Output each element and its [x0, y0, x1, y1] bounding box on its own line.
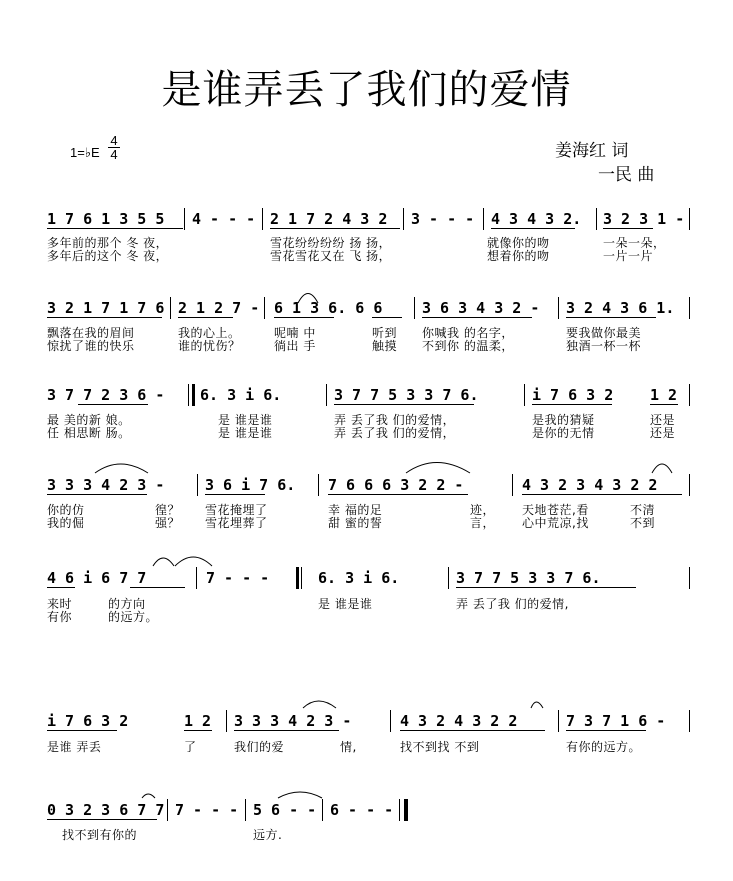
repeat-end-barline: [301, 567, 302, 589]
row3-lyric1-e: 还是: [650, 413, 676, 427]
row5-measure2: 7 - - -: [206, 569, 270, 587]
row4-lyric1-g: 不清: [630, 503, 656, 517]
barline: [689, 474, 690, 496]
barline: [689, 384, 690, 406]
barline: [262, 208, 263, 230]
row1-lyric2-a: 多年后的这个 冬 夜，: [47, 249, 169, 263]
row4-lyric1-e: 迹，: [470, 503, 496, 517]
row5-measure3: 6. 3 i 6.: [318, 569, 400, 587]
barline: [196, 567, 197, 589]
row3-lyric1-d: 是我的猜疑: [532, 413, 595, 427]
beam-line: [47, 730, 117, 731]
beam-line: [328, 494, 468, 495]
row6-measure3: 4 3 2 4 3 2 2: [400, 712, 518, 730]
beam-line: [205, 494, 265, 495]
song-title: 是谁弄丢了我们的爱情: [161, 67, 572, 113]
row6-measure1: i 7 6 3 2: [47, 712, 129, 730]
beam-line: [178, 317, 233, 318]
row3-lyric1-b: 是 谁是谁: [218, 413, 273, 427]
row1-lyric1-c: 就像你的吻: [487, 236, 550, 250]
row2-lyric1-a: 飘落在我的眉间: [47, 326, 135, 340]
row4-lyric1-b: 徨？: [155, 503, 181, 517]
row7-measure4: 6 - - -: [330, 801, 394, 819]
row3-measure1: 3 7 7 2 3 6 -: [47, 386, 165, 404]
beam-line: [47, 819, 157, 820]
barline: [167, 799, 168, 821]
beam-line: [47, 317, 162, 318]
row7-lyric-a: 找不到有你的: [62, 828, 138, 842]
lyricist-credit: 姜海红 词: [555, 141, 629, 161]
barline: [558, 297, 559, 319]
beam-line: [47, 228, 183, 229]
barline: [264, 297, 265, 319]
row5-lyric1-d: 弄 丢了我 们的爱情,: [456, 597, 569, 611]
beam-line: [422, 317, 532, 318]
barline: [318, 474, 319, 496]
row4-lyric1-c: 雪花掩埋了: [205, 503, 268, 517]
row4-measure1: 3 3 3 4 2 3 -: [47, 476, 165, 494]
barline: [326, 384, 327, 406]
repeat-start-barline: [188, 384, 189, 406]
row3-measure4: i 7 6 3 2: [532, 386, 614, 404]
row6-measure4: 7 3 7 1 6 -: [566, 712, 666, 730]
composer-credit: 一民 曲: [598, 165, 655, 185]
row4-lyric2-a: 我的倔: [47, 516, 85, 530]
row1-measure3: 2 1 7 2 4 3 2: [270, 210, 388, 228]
row6-lyric-e: 找不到找 不到: [400, 740, 480, 754]
row3-measure5: 1 2: [650, 386, 678, 404]
row6-lyric-f: 有你的远方。: [566, 740, 642, 754]
row5-measure1: 4 6 i 6 7 7: [47, 569, 147, 587]
beam-line: [456, 587, 636, 588]
row2-measure3: 6 1 3 6. 6 6: [274, 299, 383, 317]
barline: [512, 474, 513, 496]
row4-lyric1-d: 幸 福的足: [328, 503, 383, 517]
row1-measure5: 4 3 4 3 2.: [491, 210, 582, 228]
barline: [689, 710, 690, 732]
beam-line: [532, 404, 612, 405]
row2-lyric2-e: 不到你 的温柔，: [422, 339, 514, 353]
row2-lyric2-b: 谁的忧伤？: [178, 339, 241, 353]
row2-lyric2-a: 惊扰了谁的快乐: [47, 339, 135, 353]
row5-lyric1-c: 是 谁是谁: [318, 597, 373, 611]
barline: [689, 567, 690, 589]
row4-lyric2-g: 不到: [630, 516, 656, 530]
row2-measure1: 3 2 1 7 1 7 6: [47, 299, 165, 317]
beam-line: [400, 730, 545, 731]
row1-measure4: 3 - - -: [411, 210, 475, 228]
beam-line: [184, 730, 212, 731]
row2-lyric2-d: 触摸: [372, 339, 398, 353]
row1-measure2: 4 - - -: [192, 210, 256, 228]
barline: [197, 474, 198, 496]
beam-line: [650, 404, 678, 405]
repeat-start-thick: [192, 384, 195, 406]
row1-lyric2-d: 一片一片: [603, 249, 654, 263]
row3-lyric2-d: 是你的无情: [532, 426, 595, 440]
row5-lyric2-a: 有你: [47, 610, 73, 624]
row3-measure3: 3 7 7 5 3 3 7 6.: [334, 386, 479, 404]
row4-lyric2-c: 雪花埋葬了: [205, 516, 268, 530]
barline: [170, 297, 171, 319]
beam-line: [130, 587, 185, 588]
row4-lyric2-d: 甜 蜜的誓: [328, 516, 383, 530]
row6-measure2: 3 3 3 4 2 3 -: [234, 712, 352, 730]
barline: [226, 710, 227, 732]
row3-measure2: 6. 3 i 6.: [200, 386, 282, 404]
barline: [596, 208, 597, 230]
row1-measure6: 3 2 3 1 -: [603, 210, 685, 228]
barline: [390, 710, 391, 732]
barline: [448, 567, 449, 589]
row2-lyric2-c: 徜出 手: [274, 339, 316, 353]
row4-lyric1-a: 你的仿: [47, 503, 85, 517]
row6-lyric-c: 我们的爱: [234, 740, 285, 754]
beam-line: [522, 494, 682, 495]
row4-lyric1-f: 天地苍茫,看: [522, 503, 589, 517]
row6-lyric-a: 是谁 弄丢: [47, 740, 102, 754]
beam-line: [47, 494, 147, 495]
row2-lyric1-e: 你喊我 的名字，: [422, 326, 514, 340]
final-barline-thin: [399, 799, 400, 821]
row5-lyric2-b: 的远方。: [108, 610, 159, 624]
row2-measure2: 2 1 2 7 -: [178, 299, 260, 317]
beam-line: [566, 317, 656, 318]
beam-line: [270, 228, 400, 229]
barline: [245, 799, 246, 821]
beam-line: [334, 404, 474, 405]
row6-lyric-d: 情,: [340, 740, 357, 754]
barline: [414, 297, 415, 319]
row7-lyric-b: 远方.: [253, 828, 283, 842]
row5-measure4: 3 7 7 5 3 3 7 6.: [456, 569, 601, 587]
row7-measure2: 7 - - -: [175, 801, 239, 819]
row5-lyric1-b: 的方向: [108, 597, 146, 611]
row6-measure1b: 1 2: [184, 712, 212, 730]
row4-measure2: 3 6 i 7 6.: [205, 476, 296, 494]
beam-line: [566, 730, 646, 731]
row3-lyric1-a: 最 美的新 娘。: [47, 413, 131, 427]
row2-measure4: 3 6 3 4 3 2 -: [422, 299, 540, 317]
row4-lyric2-e: 言，: [470, 516, 496, 530]
time-signature: [108, 134, 120, 161]
beam-line: [372, 317, 402, 318]
row3-lyric2-a: 任 相思断 肠。: [47, 426, 131, 440]
barline: [689, 297, 690, 319]
row3-lyric2-b: 是 谁是谁: [218, 426, 273, 440]
row3-lyric2-c: 弄 丢了我 们的爱情，: [334, 426, 456, 440]
row1-lyric1-a: 多年前的那个 冬 夜，: [47, 236, 169, 250]
barline: [403, 208, 404, 230]
row3-lyric2-e: 还是: [650, 426, 676, 440]
repeat-end-thick: [296, 567, 299, 589]
row4-measure4: 4 3 2 3 4 3 2 2: [522, 476, 658, 494]
row4-measure3: 7 6 6 6 3 2 2 -: [328, 476, 464, 494]
barline: [322, 799, 323, 821]
row2-lyric2-f: 独酒一杯一杯: [566, 339, 642, 353]
beam-line: [78, 404, 148, 405]
row5-lyric1-a: 来时: [47, 597, 73, 611]
barline: [184, 208, 185, 230]
row2-lyric1-c: 呢喃 中: [274, 326, 316, 340]
row3-lyric1-c: 弄 丢了我 们的爱情，: [334, 413, 456, 427]
row1-lyric1-b: 雪花纷纷纷纷 扬 扬，: [270, 236, 392, 250]
row2-lyric1-d: 听到: [372, 326, 398, 340]
beam-line: [234, 730, 339, 731]
row1-lyric1-d: 一朵一朵，: [603, 236, 666, 250]
beam-line: [603, 228, 653, 229]
time-signature-top: 4: [110, 133, 118, 148]
row6-lyric-b: 了: [184, 740, 197, 754]
final-barline-thick: [404, 799, 408, 821]
row1-measure1: 1 7 6 1 3 5 5: [47, 210, 165, 228]
row1-lyric2-b: 雪花雪花又在 飞 扬，: [270, 249, 392, 263]
barline: [524, 384, 525, 406]
row7-measure1: 0 3 2 3 6 7 7: [47, 801, 165, 819]
row2-measure5: 3 2 4 3 6 1.: [566, 299, 675, 317]
row4-lyric2-b: 强？: [155, 516, 181, 530]
beam-line: [47, 587, 75, 588]
row2-lyric1-b: 我的心上。: [178, 326, 241, 340]
beam-line: [491, 228, 575, 229]
row4-lyric2-f: 心中荒凉,找: [522, 516, 589, 530]
key-signature: 1=♭E: [70, 145, 100, 160]
row2-lyric1-f: 要我做你最美: [566, 326, 642, 340]
barline: [689, 208, 690, 230]
barline: [558, 710, 559, 732]
barline: [483, 208, 484, 230]
time-signature-bottom: 4: [110, 147, 118, 162]
row1-lyric2-c: 想着你的吻: [487, 249, 550, 263]
row7-measure3: 5 6 - -: [253, 801, 317, 819]
beam-line: [274, 317, 334, 318]
